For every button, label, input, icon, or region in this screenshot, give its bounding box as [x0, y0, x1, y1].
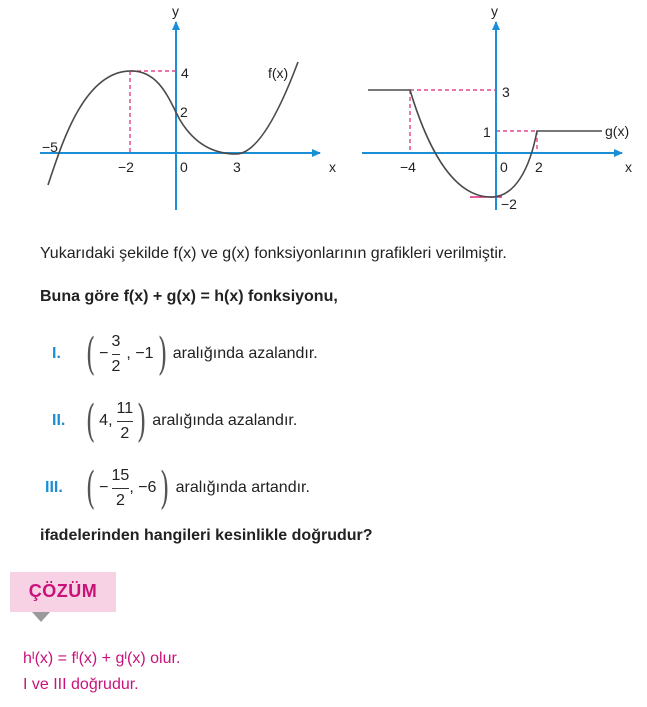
statement-2-paren-open: ( [85, 395, 96, 447]
solution-line-2: I ve III doğrudur. [23, 676, 139, 693]
statement-1-second: , −1 [126, 345, 154, 362]
f-tick-4: 4 [181, 65, 189, 81]
statement-2-first: 4, [99, 412, 113, 429]
solution-line-1: hᴵ(x) = fᴵ(x) + gᴵ(x) olur. [23, 650, 181, 667]
g-y-label: y [491, 3, 498, 19]
statement-2-text: aralığında azalandır. [152, 412, 298, 429]
g-x-label: x [625, 159, 632, 175]
statement-1-paren-close: ) [157, 328, 167, 380]
statement-1-text: aralığında azalandır. [172, 345, 318, 362]
statement-3-frac-bar [112, 488, 130, 489]
statement-1-frac-num: 3 [111, 332, 121, 350]
statement-1 [52, 330, 318, 378]
f-x-label: x [329, 159, 336, 175]
g-func-label: g(x) [605, 123, 630, 139]
statement-1-frac-den: 2 [111, 357, 121, 375]
statement-2-numeral: II. [52, 412, 66, 429]
statement-1-paren-open: ( [85, 328, 96, 380]
statement-1-numeral: I. [52, 345, 61, 362]
intro-text: Yukarıdaki şekilde f(x) ve g(x) fonksiyonlarının grafikleri verilmiştir. [40, 245, 507, 262]
statement-1-frac-bar [112, 354, 121, 355]
g-tick-neg2: −2 [501, 196, 517, 212]
statement-1-minus: − [99, 345, 109, 362]
f-tick-neg2: −2 [118, 159, 134, 175]
graph-f [0, 0, 340, 220]
graph-g [340, 0, 647, 220]
g-curve [368, 90, 602, 197]
solution-arrow-icon [32, 612, 50, 622]
g-tick-1: 1 [483, 124, 491, 140]
statement-3-frac-den: 2 [115, 491, 125, 509]
statement-3-minus: − [99, 479, 109, 496]
statement-2-frac-num: 11 [116, 399, 134, 417]
statement-1-fraction [112, 333, 121, 376]
statement-3-numeral: III. [45, 479, 63, 496]
f-tick-neg5: −5 [42, 139, 58, 155]
statement-3-frac-num: 15 [111, 466, 130, 484]
f-tick-3: 3 [233, 159, 241, 175]
g-tick-2: 2 [535, 159, 543, 175]
f-curve [48, 62, 298, 185]
f-func-label: f(x) [268, 65, 289, 81]
g-tick-neg4: −4 [400, 159, 416, 175]
statement-2-fraction [117, 400, 134, 443]
statement-3-text: aralığında artandır. [175, 479, 310, 496]
question-stem: Buna göre f(x) + g(x) = h(x) fonksiyonu, [40, 288, 338, 305]
f-tick-0: 0 [180, 159, 188, 175]
statement-2-frac-bar [117, 421, 134, 422]
g-tick-0: 0 [500, 159, 508, 175]
statement-3-second: , −6 [129, 479, 157, 496]
statement-3-fraction [112, 467, 130, 510]
statement-3-paren-close: ) [160, 462, 170, 514]
statement-3-paren-open: ( [85, 462, 96, 514]
solution-title: ÇÖZÜM [28, 581, 98, 601]
f-tick-2: 2 [180, 104, 188, 120]
f-y-label: y [172, 3, 179, 19]
question-end: ifadelerinden hangileri kesinlikle doğrudur? [40, 527, 373, 544]
statement-3 [45, 464, 310, 512]
statement-2-paren-close: ) [136, 395, 147, 447]
statement-2 [52, 397, 297, 445]
g-tick-3: 3 [502, 84, 510, 100]
statement-2-frac-den: 2 [120, 424, 130, 442]
